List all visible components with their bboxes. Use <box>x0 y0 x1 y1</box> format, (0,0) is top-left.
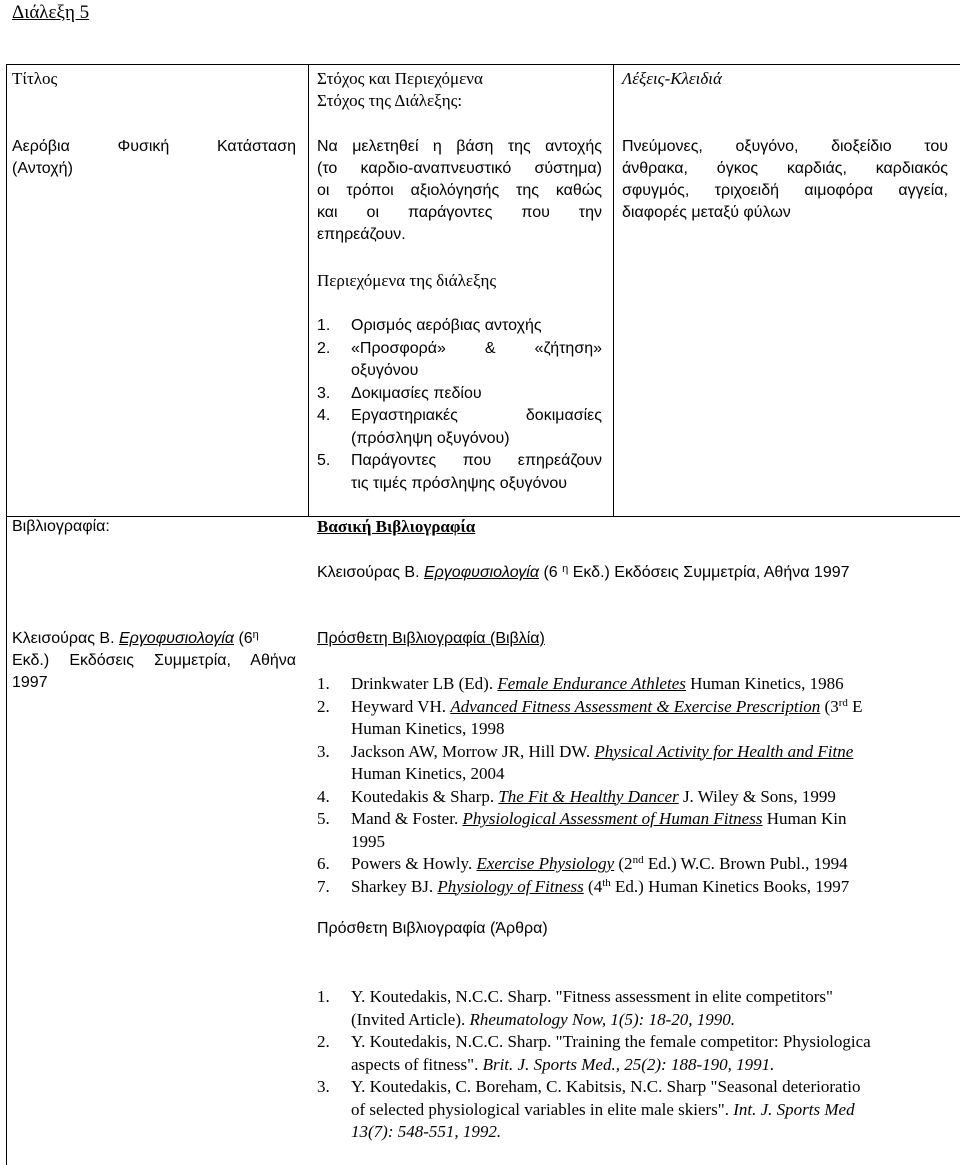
list-item: 3. Y. Koutedakis, C. Boreham, C. Kabitsis, N.C. Sharp "Seasonal deterioratio <box>317 1077 861 1096</box>
table-divider-1 <box>308 64 309 516</box>
goal-line: και οι παράγοντες που την <box>317 204 602 221</box>
list-item: 7. Sharkey BJ. Physiology of Fitness (4th Ed.) Human Kinetics Books, 1997 <box>317 876 850 896</box>
table-top-border <box>6 64 960 65</box>
keywords-line: Πνεύμονες, οξυγόνο, διοξείδιο του <box>622 138 948 155</box>
list-item-cont: 1995 <box>351 831 385 851</box>
list-item-cont: 13(7): 548-551, 1992. <box>351 1122 502 1141</box>
keywords-text <box>622 136 948 224</box>
list-item-cont: οξυγόνου <box>351 362 419 379</box>
list-item-cont: Human Kinetics, 1998 <box>351 719 505 738</box>
goal-line: Να μελετηθεί η βάση της αντοχής <box>317 138 602 155</box>
table-divider-2 <box>613 64 614 516</box>
list-item: 5. Παράγοντες που επηρεάζουν <box>317 452 602 469</box>
keywords-line: σφυγμός, τριχοειδή αιμοφόρα αγγεία, <box>622 182 948 199</box>
list-item: 2. Heyward VH. Advanced Fitness Assessment & Exercise Prescription (3rd E <box>317 696 863 716</box>
list-item-cont: aspects of fitness". Brit. J. Sports Med., 25(2): 188-190, 1991. <box>351 1054 775 1074</box>
list-item: 1. Ορισμός αερόβιας αντοχής <box>317 317 542 334</box>
basic-bib-entry: Κλεισούρας Β. Εργοφυσιολογία (6 $^\eta$ Εκδ.) Εκδόσεις Συμμετρία, Αθήνα 1997 <box>317 563 850 581</box>
goal-heading: Στόχος της Διάλεξης: <box>317 91 463 110</box>
list-item: 2. Y. Koutedakis, N.C.C. Sharp. "Training the female competitor: Physiologica <box>317 1032 871 1051</box>
list-item-cont: τις τιμές πρόσληψης οξυγόνου <box>351 474 568 492</box>
keywords-line: διαφορές μεταξύ φύλων <box>622 204 791 221</box>
list-item: 5. Mand & Foster. Physiological Assessment of Human Fitness Human Kin <box>317 809 847 828</box>
list-item: 1. Drinkwater LB (Ed). Female Endurance Athletes Human Kinetics, 1986 <box>317 674 844 693</box>
goal-line: (το καρδιο-αναπνευστικό σύστημα) <box>317 160 602 177</box>
list-item: 4. Εργαστηριακές δοκιμασίες <box>317 407 602 424</box>
list-item-cont: (Invited Article). Rheumatology Now, 1(5): 18-20, 1990. <box>351 1009 736 1029</box>
list-item-cont: Human Kinetics, 2004 <box>351 764 505 783</box>
list-item: 1. Y. Koutedakis, N.C.C. Sharp. "Fitness assessment in elite competitors" <box>317 987 833 1006</box>
bibliography-label: Βιβλιογραφία: <box>12 518 110 535</box>
table-left-border <box>6 64 7 1165</box>
goal-line: επηρεάζουν. <box>317 226 406 243</box>
goal-text <box>317 136 602 246</box>
header-title: Τίτλος <box>12 69 58 88</box>
list-item-cont: of selected physiological variables in elite male skiers". Int. J. Sports Med <box>351 1099 855 1119</box>
books-list <box>317 673 960 898</box>
list-item: 3. Δοκιμασίες πεδίου <box>317 384 482 402</box>
header-goal-content: Στόχος και Περιεχόμενα <box>317 69 483 88</box>
basic-bib-heading: Βασική Βιβλιογραφία <box>317 517 476 536</box>
left-bib-entry: Κλεισούρας Β. Εργοφυσιολογία ($6^\eta$ Εκδ.) Εκδόσεις Συμμετρία, Αθήνα 1997 <box>12 629 296 691</box>
list-item: 4. Koutedakis & Sharp. The Fit & Healthy Dancer J. Wiley & Sons, 1999 <box>317 786 836 806</box>
title-line-2: (Αντοχή) <box>12 160 73 177</box>
additional-books-heading: Πρόσθετη Βιβλιογραφία (Βιβλία) <box>317 630 545 647</box>
contents-heading: Περιεχόμενα της διάλεξης <box>317 271 497 290</box>
articles-list <box>317 986 960 1146</box>
contents-list <box>317 315 602 495</box>
table-row-divider <box>6 516 960 517</box>
keywords-line: άνθρακα, όγκος καρδιάς, καρδιακός <box>622 160 948 177</box>
header-keywords: Λέξεις-Κλειδιά <box>622 69 722 88</box>
list-item: 2. «Προσφορά» & «ζήτηση» <box>317 339 602 357</box>
list-item: 6. Powers & Howly. Exercise Physiology (2nd Ed.) W.C. Brown Publ., 1994 <box>317 854 848 873</box>
list-item-cont: (πρόσληψη οξυγόνου) <box>351 429 510 447</box>
title-line-1: Αερόβια Φυσική Κατάσταση <box>12 138 296 155</box>
goal-line: οι τρόποι αξιολόγησής της καθώς <box>317 182 602 199</box>
additional-articles-heading: Πρόσθετη Βιβλιογραφία (Άρθρα) <box>317 920 548 937</box>
page-title: Διάλεξη 5 <box>12 2 90 23</box>
list-item: 3. Jackson AW, Morrow JR, Hill DW. Physical Activity for Health and Fitne <box>317 741 854 761</box>
